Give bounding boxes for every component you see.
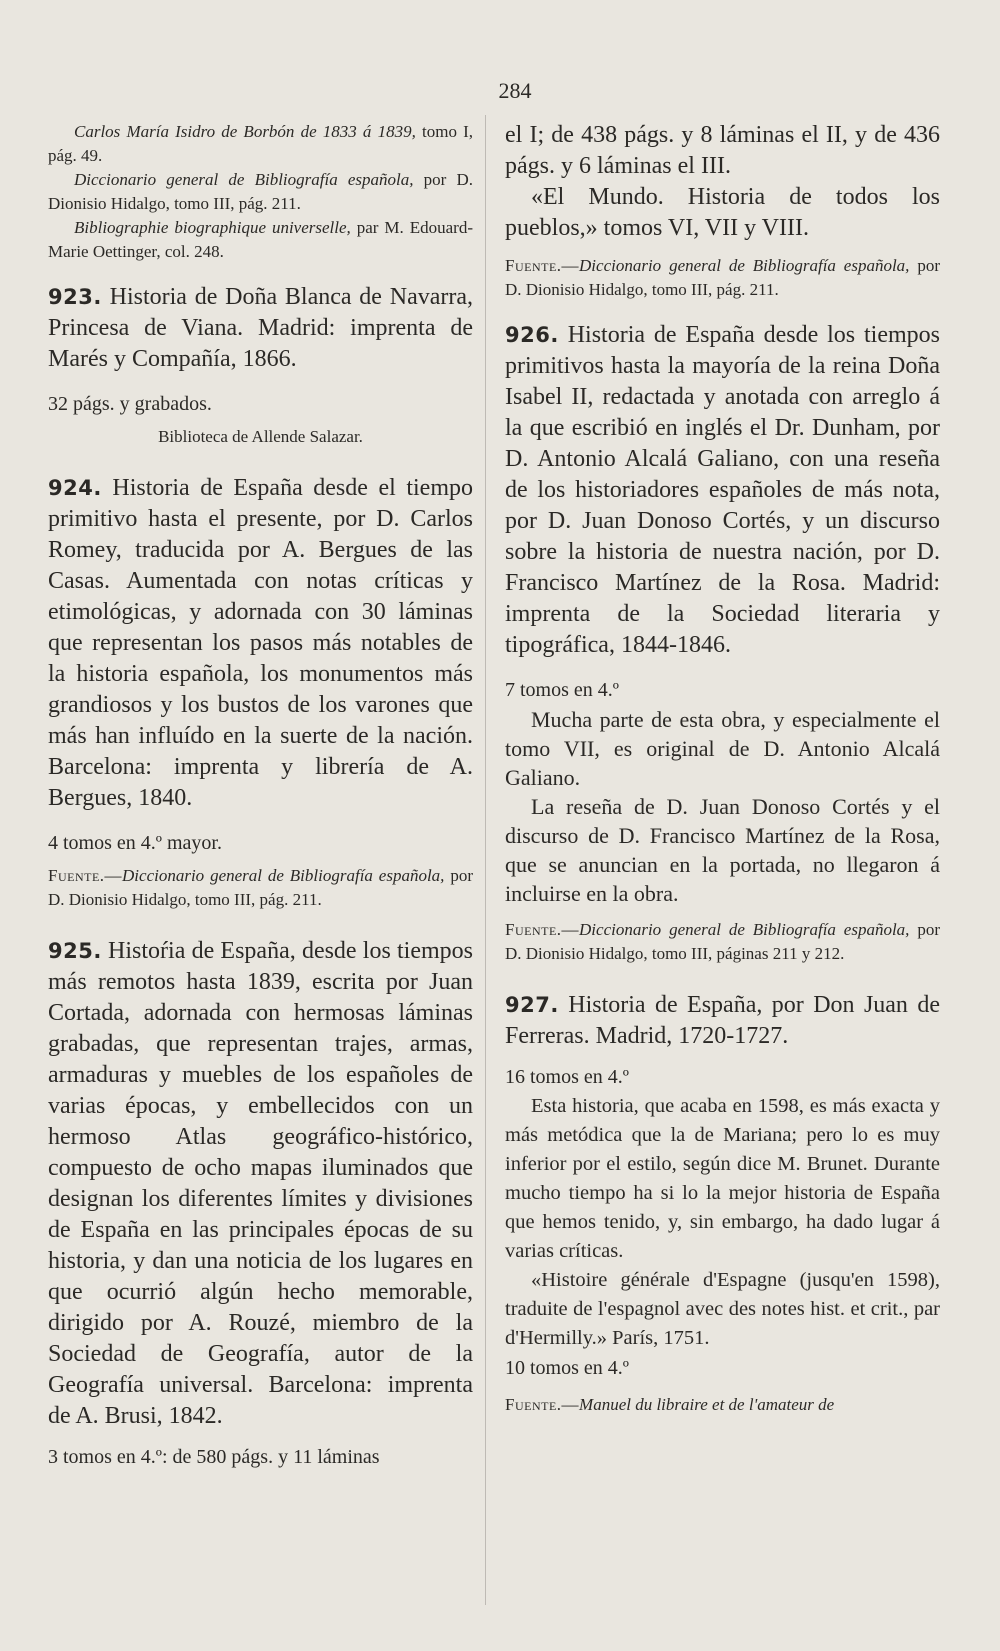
entry-description: 10 tomos en 4.º [505,1357,629,1379]
continued-text: «El Mundo. Historia de todos los pueblos,» tomos VI, VII y VIII. [505,184,940,241]
entry-location: Biblioteca de Allende Salazar. [158,427,363,446]
entry-description: 4 tomos en 4.º mayor. [48,832,222,854]
entry-note: La reseña de D. Juan Donoso Cortés y el discurso de D. Francisco Martínez de la Rosa, que se anuncian en la portada, no llegaron á incluirse en la obra. [505,794,940,906]
entry-number: 925. [48,939,102,963]
page-number: 284 [498,78,532,103]
entry-note: «Histoire générale d'Espagne (jusqu'en 1598), traduite de l'espagnol avec des notes hist. et crit., par d'Hermilly.» París, 1751. [505,1269,940,1349]
entry-source: Fuente.—Diccionario general de Bibliografía española, por D. Dionisio Hidalgo, tomo III, páginas 211 y 212. [505,920,940,963]
entry-description: 32 págs. y grabados. [48,393,212,415]
reference-line: Bibliographie biographique universelle, par M. Edouard-Marie Oettinger, col. 248. [48,218,473,261]
entry-923: 923. Historia de Doña Blanca de Navarra, Princesa de Viana. Madrid: imprenta de Marés y Compañía, 1866. [48,284,474,372]
entry-note: Esta historia, que acaba en 1598, es más exacta y más metódica que la de Mariana; pero lo es muy inferior por el estilo, según dice M. Brunet. Durante mucho tiempo ha si lo la mejor historia de España que hemos tenido, y, sin embargo, ha dado lugar á varias críticas. [505,1095,940,1262]
column-divider [485,115,486,1605]
reference-line: Carlos María Isidro de Borbón de 1833 á 1839, tomo I, pág. 49. [48,122,474,165]
left-column [48,120,473,1472]
entry-924: 924. Historia de España desde el tiempo primitivo hasta el presente, por D. Carlos Romey, traducida por A. Bergues de las Casas. Aumentada con notas críticas y etimológicas, y adornada con 30 láminas que representan los pasos más notables de la historia española, los monumentos más grandiosos y los bustos de los varones que más han influído en la suerte de la nación. Barcelona: imprenta y librería de A. Bergues, 1840. [48,475,473,811]
entry-number: 926. [505,323,559,347]
entry-926: 926. Historia de España desde los tiempos primitivos hasta la mayoría de la reina Doña Isabel II, redactada y anotada con arreglo á la que escribió en inglés el Dr. Dunham, por D. Antonio Alcalá Galiano, con una reseña de los historiadores españoles de más nota, por D. Juan Donoso Cortés, y un discurso sobre la historia de nuestra nación, por D. Francisco Martínez de la Rosa. Madrid: imprenta de la Sociedad literaria y tipográfica, 1844-1846. [505,322,940,658]
entry-927: 927. Historia de España, por Don Juan de Ferreras. Madrid, 1720-1727. [505,992,941,1049]
entry-number: 924. [48,476,102,500]
entry-number: 923. [48,285,102,309]
entry-note: Mucha parte de esta obra, y especialmente el tomo VII, es original de D. Antonio Alcalá Galiano. [505,707,940,790]
reference-line: Diccionario general de Bibliografía española, por D. Dionisio Hidalgo, tomo III, pág. 211. [48,170,473,213]
entry-description: 16 tomos en 4.º [505,1066,629,1088]
entry-source: Fuente.—Manuel du libraire et de l'amateur de [505,1395,835,1414]
entry-source: Fuente.—Diccionario general de Bibliografía española, por D. Dionisio Hidalgo, tomo III, pág. 211. [48,866,473,909]
entry-source: Fuente.—Diccionario general de Bibliografía española, por D. Dionisio Hidalgo, tomo III, pág. 211. [505,256,940,299]
right-column [505,120,940,1417]
entry-description: 7 tomos en 4.º [505,679,619,701]
entry-925: 925. Histoŕia de España, desde los tiempos más remotos hasta 1839, escrita por Juan Cortada, adornada con hermosas láminas grabadas, que representan trajes, armas, armaduras y muebles de los españoles de varias épocas, y embellecidos con un hermoso Atlas geográfico-histórico, compuesto de ocho mapas iluminados que designan los diferentes límites y divisiones de España en las principales épocas de su historia, y dan una noticia de los lugares en que ocurrió algún hecho memorable, dirigido por A. Rouzé, miembro de la Sociedad de Geografía, autor de la Geografía universal. Barcelona: imprenta de A. Brusi, 1842. [48,938,474,1429]
continued-text: el I; de 438 págs. y 8 láminas el II, y de 436 págs. y 6 láminas el III. [505,122,940,179]
entry-description: 3 tomos en 4.º: de 580 págs. y 11 láminas [48,1446,380,1468]
entry-number: 927. [505,993,559,1017]
